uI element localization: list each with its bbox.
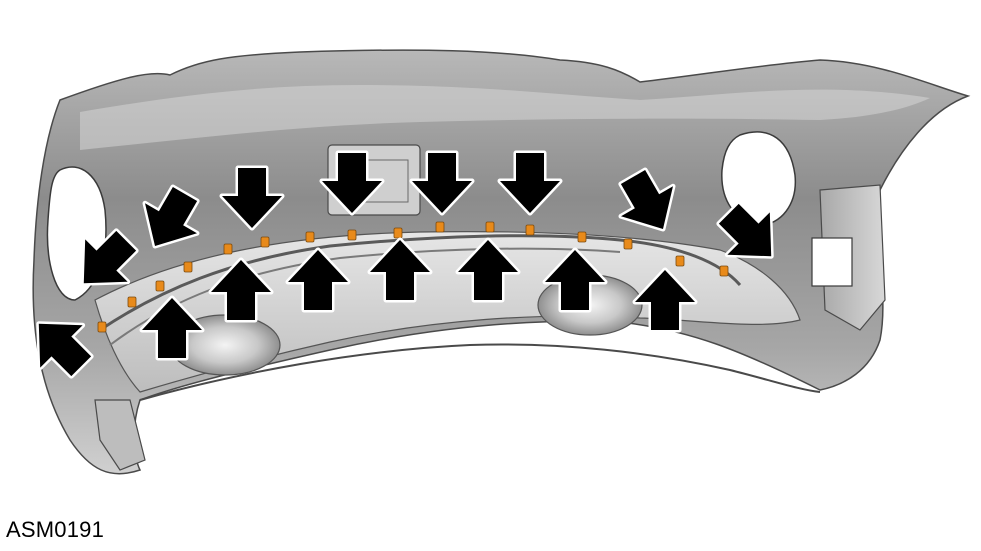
retaining-clip <box>128 297 136 307</box>
retaining-clip <box>676 256 684 266</box>
retaining-clip <box>436 222 444 232</box>
retaining-clip <box>261 237 269 247</box>
figure-id-label: ASM0191 <box>6 517 105 542</box>
retaining-clip <box>486 222 494 232</box>
retaining-clip <box>624 239 632 249</box>
retaining-clip <box>306 232 314 242</box>
retaining-clip <box>224 244 232 254</box>
retaining-clip <box>526 225 534 235</box>
retaining-clip <box>578 232 586 242</box>
retaining-clip <box>720 266 728 276</box>
retaining-clip <box>348 230 356 240</box>
retaining-clip <box>98 322 106 332</box>
retaining-clip <box>156 281 164 291</box>
retaining-clip <box>394 228 402 238</box>
retaining-clip <box>184 262 192 272</box>
